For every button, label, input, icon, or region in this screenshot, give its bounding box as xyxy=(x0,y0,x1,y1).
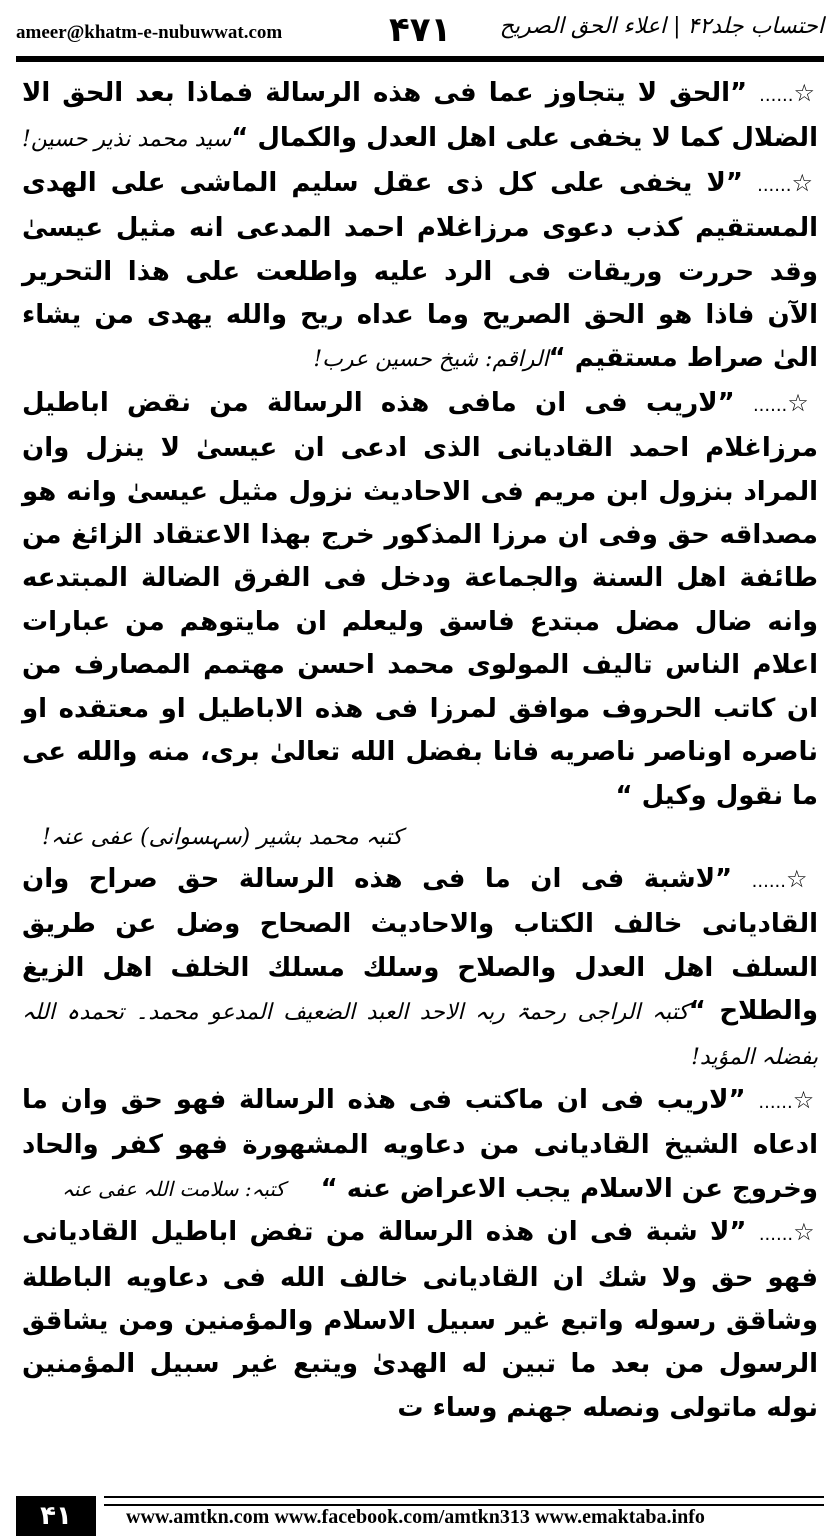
leader-dots: ...... xyxy=(751,870,787,892)
leader-dots: ...... xyxy=(752,394,788,416)
star-icon: ☆ xyxy=(786,864,818,893)
paragraph-text: ”الحق لا يتجاوز عما فى هذه الرسالة فماذا بعد الحق الا الضلال كما لا يخفى على اهل العدل والكمال “ xyxy=(22,78,818,154)
signature: سید محمد نذیر حسین! xyxy=(21,127,232,153)
star-icon: ☆ xyxy=(791,168,818,197)
star-icon: ☆ xyxy=(792,1085,818,1114)
header-book-title: احتساب جلد۴۲ | اعلاء الحق الصریح xyxy=(499,14,824,39)
leader-dots: ...... xyxy=(759,85,794,106)
header-rule xyxy=(16,56,824,62)
paragraph-text: ”لاريب فى ان ماكتب فى هذه الرسالة فهو حق وان ما ادعاه الشيخ القاديانى من دعاويه المشهورة فهو كفر والحاد وخروج عن الاسلام يجب الاعراض عنه “ xyxy=(22,1084,818,1204)
star-icon: ☆ xyxy=(787,388,819,417)
paragraph xyxy=(22,858,818,1079)
header-email[interactable]: ameer@khatm-e-nubuwwat.com xyxy=(16,22,283,43)
paragraph-text: ”لا يخفى على كل ذى عقل سليم الماشى على الهدى المستقيم كذب دعوى مرزاغلام احمد المدعى انه مثيل عيسىٰ وقد حررت وريقات فى الرد عليه واطلعت على هذا التحرير الآن فاذا هو الحق الصريح وما عداه ريح والله يهدى من يشاء الىٰ صراط مستقيم “ xyxy=(22,167,818,374)
paragraph-text: ”لا شبة فى ان هذه الرسالة من تفض اباطيل القاديانى فهو حق ولا شك ان القاديانى خالف الله فى دعاويه الباطلة وشاقق رسوله واتبع غير سبيل الاسلام والمؤمنين ومن يشاقق الرسول من بعد ما تبين له الهدىٰ ويتبع غير سبيل المؤمنين نوله ماتولى ونصله جهنم وساء ت xyxy=(22,1217,818,1423)
footer-page-number: ۴۱ xyxy=(16,1496,96,1536)
document-body xyxy=(22,72,818,1430)
page-header xyxy=(16,8,824,52)
footer-links[interactable]: www.amtkn.com www.facebook.com/amtkn313 www.emaktaba.info xyxy=(126,1506,705,1528)
paragraph-text: ”لاشبة فى ان ما فى هذه الرسالة حق صراح وان القاديانى خالف الكتاب والاحاديث الصحاح وضل عن طريق السلف اهل العدل والصلاح وسلك مسلك الخلف اهل الزيغ والطلاح “ xyxy=(22,863,818,1027)
star-icon: ☆ xyxy=(793,1218,818,1247)
paragraph xyxy=(22,162,818,382)
paragraph xyxy=(22,1211,818,1430)
paragraph xyxy=(22,1079,818,1211)
paragraph-text: ”لاريب فى ان مافى هذه الرسالة من نقض اباطيل مرزاغلام احمد القاديانى الذى ادعى ان عيسىٰ لا ينزل وان المراد بنزول ابن مريم فى الاحاديث نزول مثيل عيسىٰ وانه هو مصداقه حق وفى ان مرزا المذكور خرج بهذا الاعتقاد الزائغ من طائفة اهل السنة والجماعة ودخل فى الفرق الضالة المبتدعه وانه ضال مضل مبتدع فاسق وليعلم ان مايتوهم من عبارات اعلام الناس تاليف المولوى محمد احسن مهتمم المصارف من ان كاتب الحروف موافق لمرزا فى هذه الاباطيل او معتقده او ناصره اوناصر ناصريه فانا بفضل الله تعالىٰ برى، منه والله عى ما نقول وكيل “ xyxy=(22,387,818,811)
header-page-number: ۴۷۱ xyxy=(389,10,452,50)
leader-dots: ...... xyxy=(758,1091,793,1113)
leader-dots: ...... xyxy=(757,174,792,196)
page-footer xyxy=(16,1496,824,1536)
signature: کتبہ: سلامت اللہ عفی عنہ xyxy=(62,1176,285,1201)
signature: الراقم: شیخ حسین عرب! xyxy=(313,347,549,373)
paragraph xyxy=(22,72,818,162)
signature: کتبہ محمد بشیر (سہسوانی) عفی عنہ! xyxy=(42,824,403,850)
leader-dots: ...... xyxy=(758,1224,794,1246)
star-icon: ☆ xyxy=(793,79,818,107)
signature: کتبہ الراجی رحمۃ ربہ الاحد العبد الضعیف المدعو محمد۔ تحمدہ اللہ بفضلہ المؤید! xyxy=(22,1000,818,1070)
footer-rule xyxy=(104,1496,824,1506)
paragraph xyxy=(22,382,818,818)
